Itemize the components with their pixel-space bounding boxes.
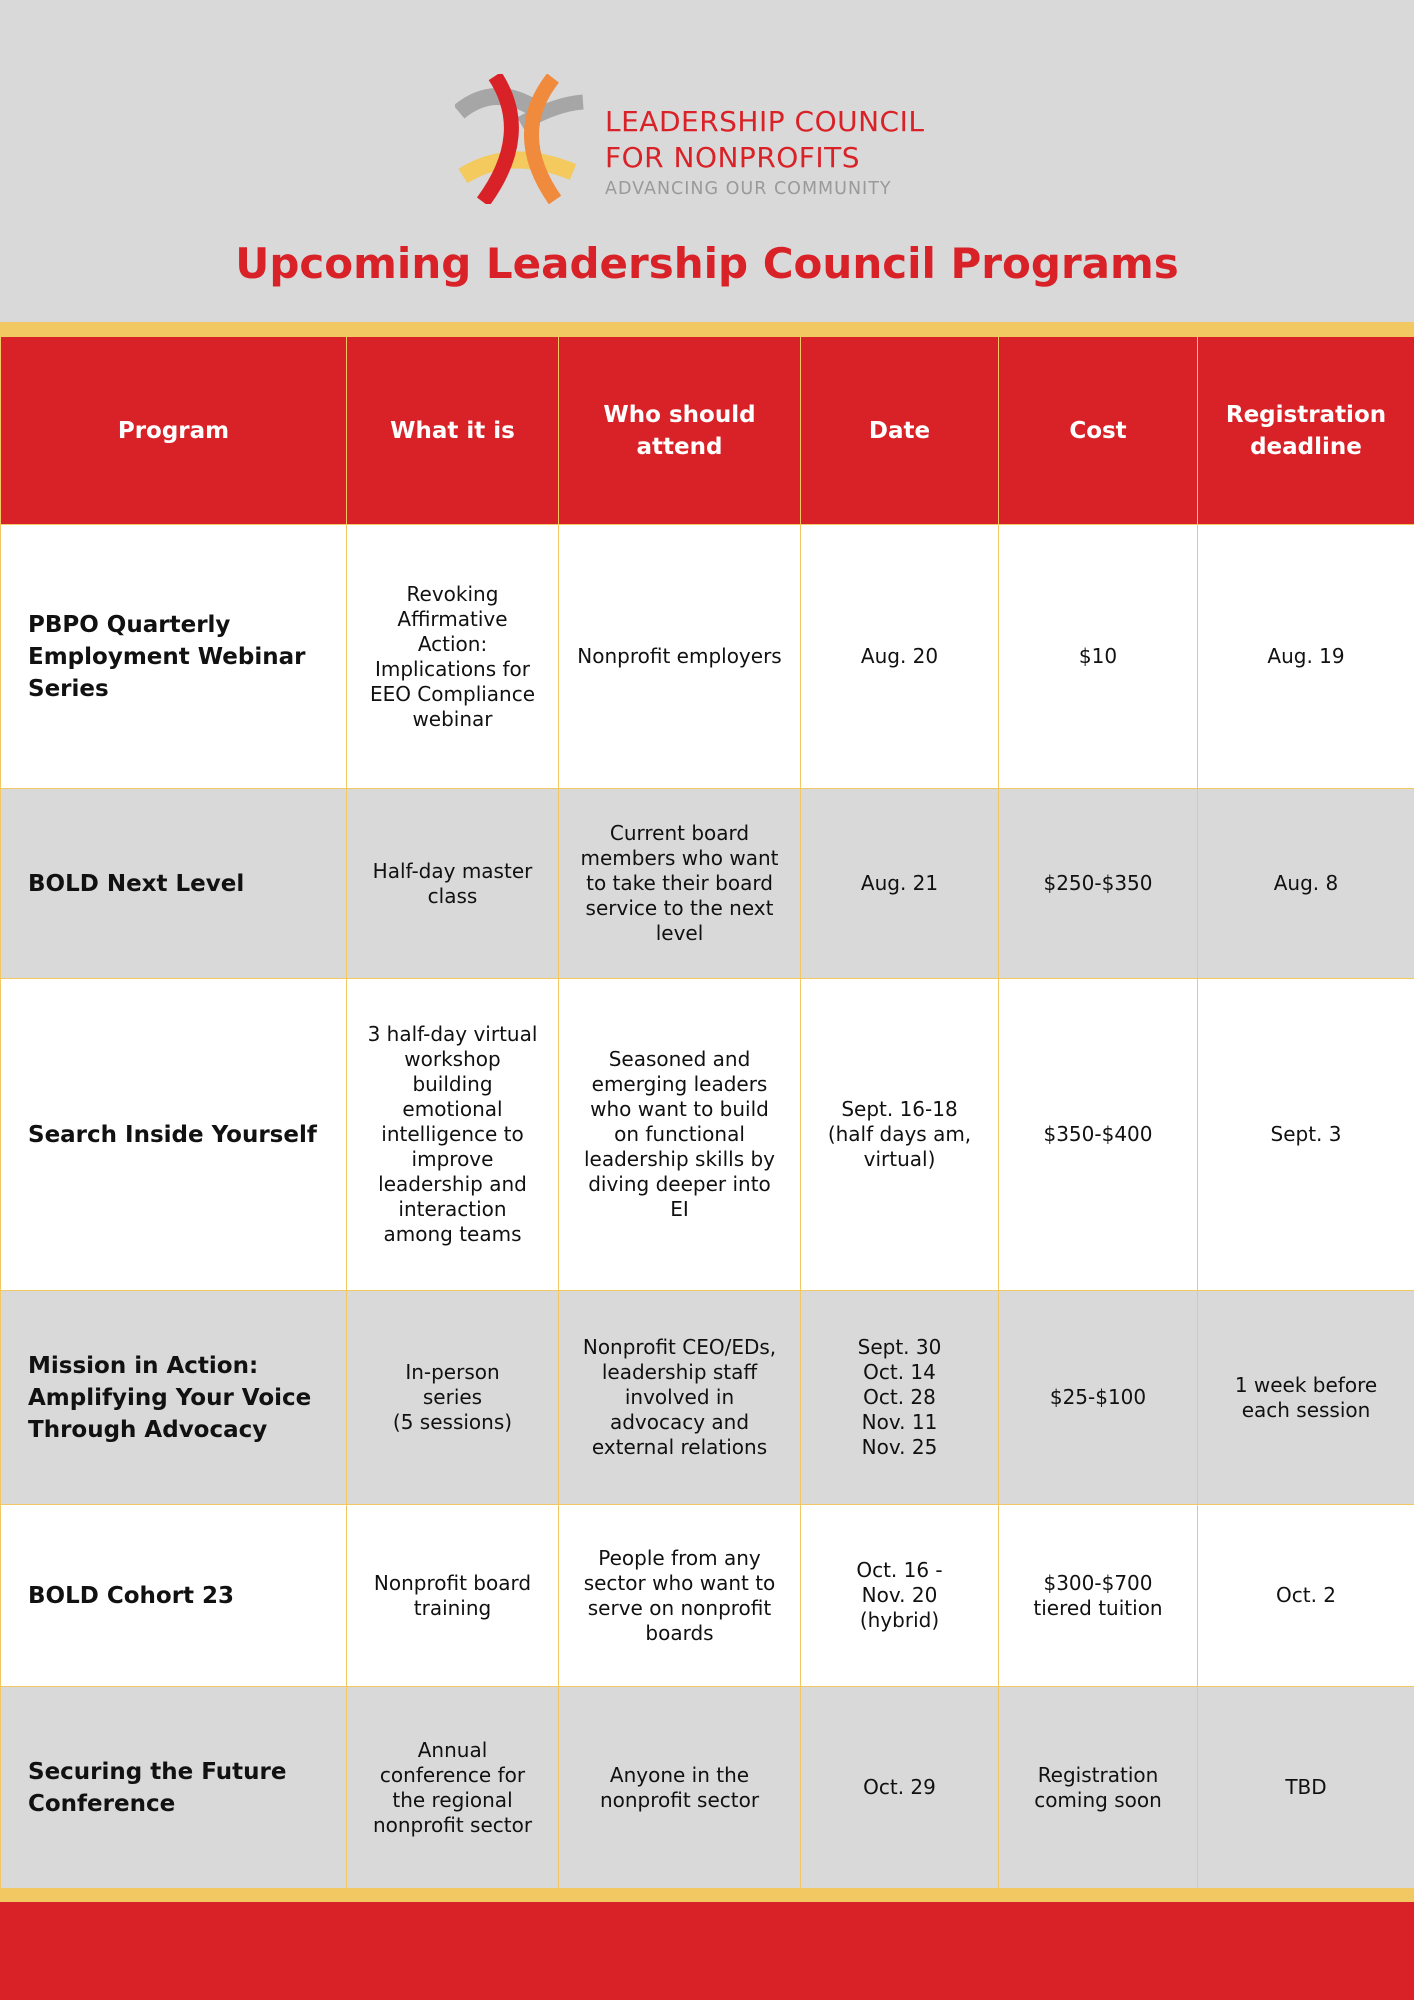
cell-program: Search Inside Yourself [1, 979, 347, 1291]
cell-cost: $350-$400 [999, 979, 1198, 1291]
column-header-what: What it is [347, 337, 559, 525]
gold-divider-bottom [0, 1888, 1414, 1902]
gold-divider-top [0, 322, 1414, 336]
table-row [1, 1505, 1414, 1687]
logo-text [605, 104, 985, 202]
table-row [1, 1687, 1414, 1889]
cell-who: Nonprofit CEO/EDs, leadership staff involved in advocacy and external relations [559, 1291, 801, 1505]
cell-deadline: Oct. 2 [1198, 1505, 1414, 1687]
column-header-date: Date [801, 337, 999, 525]
cell-deadline: Aug. 19 [1198, 525, 1414, 789]
cell-what: Half-day master class [347, 789, 559, 979]
header-row [1, 337, 1414, 525]
cell-what: 3 half-day virtual workshop building emotional intelligence to improve leadership and interaction among teams [347, 979, 559, 1291]
cell-deadline: 1 week before each session [1198, 1291, 1414, 1505]
programs-table [0, 336, 1414, 1889]
cell-who: Nonprofit employers [559, 525, 801, 789]
cell-program: Securing the Future Conference [1, 1687, 347, 1889]
cell-who: People from any sector who want to serve on nonprofit boards [559, 1505, 801, 1687]
cell-what: Annual conference for the regional nonprofit sector [347, 1687, 559, 1889]
table-body [1, 525, 1414, 1889]
cell-cost: $300-$700 tiered tuition [999, 1505, 1198, 1687]
cell-date: Aug. 21 [801, 789, 999, 979]
table-header [1, 337, 1414, 525]
table-row [1, 979, 1414, 1291]
cell-program: Mission in Action: Amplifying Your Voice Through Advocacy [1, 1291, 347, 1505]
cell-date: Aug. 20 [801, 525, 999, 789]
logo-name-line1: LEADERSHIP COUNCIL [605, 105, 925, 138]
cell-program: BOLD Next Level [1, 789, 347, 979]
column-header-program: Program [1, 337, 347, 525]
cell-program: PBPO Quarterly Employment Webinar Series [1, 525, 347, 789]
cell-what: In-person series (5 sessions) [347, 1291, 559, 1505]
cell-date: Sept. 16-18 (half days am, virtual) [801, 979, 999, 1291]
cell-what: Nonprofit board training [347, 1505, 559, 1687]
cell-deadline: Aug. 8 [1198, 789, 1414, 979]
cell-cost: $10 [999, 525, 1198, 789]
cell-cost: Registration coming soon [999, 1687, 1198, 1889]
cell-date: Oct. 16 - Nov. 20 (hybrid) [801, 1505, 999, 1687]
cell-cost: $250-$350 [999, 789, 1198, 979]
cell-cost: $25-$100 [999, 1291, 1198, 1505]
cell-deadline: Sept. 3 [1198, 979, 1414, 1291]
table-row [1, 525, 1414, 789]
column-header-deadline: Registration deadline [1198, 337, 1414, 525]
logo-name-line2: FOR NONPROFITS [605, 141, 861, 174]
page-header [0, 0, 1414, 322]
column-header-who: Who should attend [559, 337, 801, 525]
page-title: Upcoming Leadership Council Programs [235, 239, 1179, 288]
logo-tagline: ADVANCING OUR COMMUNITY [605, 179, 892, 199]
column-header-cost: Cost [999, 337, 1198, 525]
logo-mark-icon [455, 74, 585, 204]
cell-date: Sept. 30 Oct. 14 Oct. 28 Nov. 11 Nov. 25 [801, 1291, 999, 1505]
cell-date: Oct. 29 [801, 1687, 999, 1889]
organization-logo [455, 74, 975, 210]
cell-what: Revoking Affirmative Action: Implications for EEO Compliance webinar [347, 525, 559, 789]
cell-who: Current board members who want to take their board service to the next level [559, 789, 801, 979]
cell-deadline: TBD [1198, 1687, 1414, 1889]
footer-bar [0, 1902, 1414, 2000]
cell-program: BOLD Cohort 23 [1, 1505, 347, 1687]
cell-who: Seasoned and emerging leaders who want to build on functional leadership skills by diving deeper into EI [559, 979, 801, 1291]
cell-who: Anyone in the nonprofit sector [559, 1687, 801, 1889]
table-row [1, 1291, 1414, 1505]
table-row [1, 789, 1414, 979]
